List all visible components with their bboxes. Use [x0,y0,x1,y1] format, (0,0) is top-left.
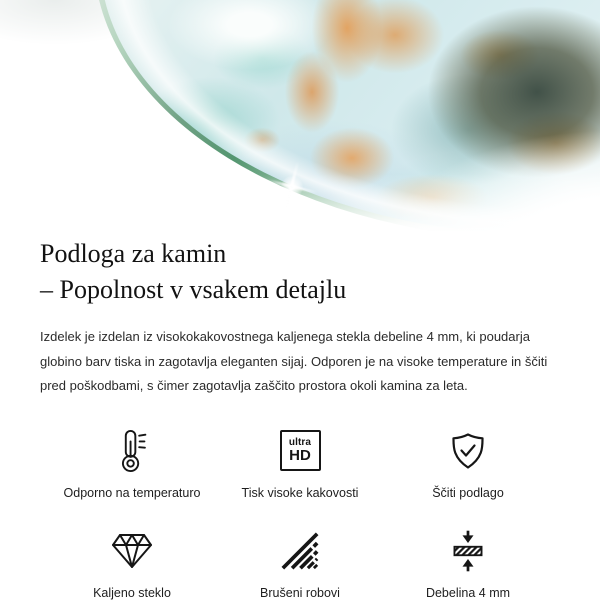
thickness-icon [448,527,488,575]
uhd-badge-bottom: HD [289,448,311,463]
product-image [0,0,600,232]
feature-print-quality [216,427,384,501]
page-title-line2: – Popolnost v vsakem detajlu [40,275,346,304]
diamond-icon [110,527,154,575]
feature-tempered-glass [48,527,216,601]
shield-check-icon [450,427,486,475]
features-grid [40,427,560,601]
feature-temperature-resistant [48,427,216,501]
ultra-hd-icon [280,427,321,475]
marble-artwork [0,0,600,232]
feature-label: Odporno na temperaturo [64,486,201,501]
feature-thickness [384,527,552,601]
page-title-line1: Podloga za kamin [40,239,226,268]
page-title [40,236,560,308]
feature-polished-edges [216,527,384,601]
feature-label: Kaljeno steklo [93,586,171,601]
product-description-text: Izdelek je izdelan iz visokokakovostnega kaljenega stekla debeline 4 mm, ki poudarja globino barv tiska in zagotavlja eleganten sijaj. Odporen je na visoke temperature in ščiti pred poškodbami, s čimer zagotavlja zaščito prostora okoli kamina za leta. [40,325,564,399]
feature-label: Tisk visoke kakovosti [242,486,359,501]
uhd-badge-top: ultra [289,438,311,448]
feature-label: Ščiti podlago [432,486,504,501]
feature-protects-surface [384,427,552,501]
thermometer-icon [117,427,147,475]
polished-edges-icon [281,527,319,575]
feature-label: Debelina 4 mm [426,586,510,601]
product-description-section [0,232,600,601]
feature-label: Brušeni robovi [260,586,340,601]
